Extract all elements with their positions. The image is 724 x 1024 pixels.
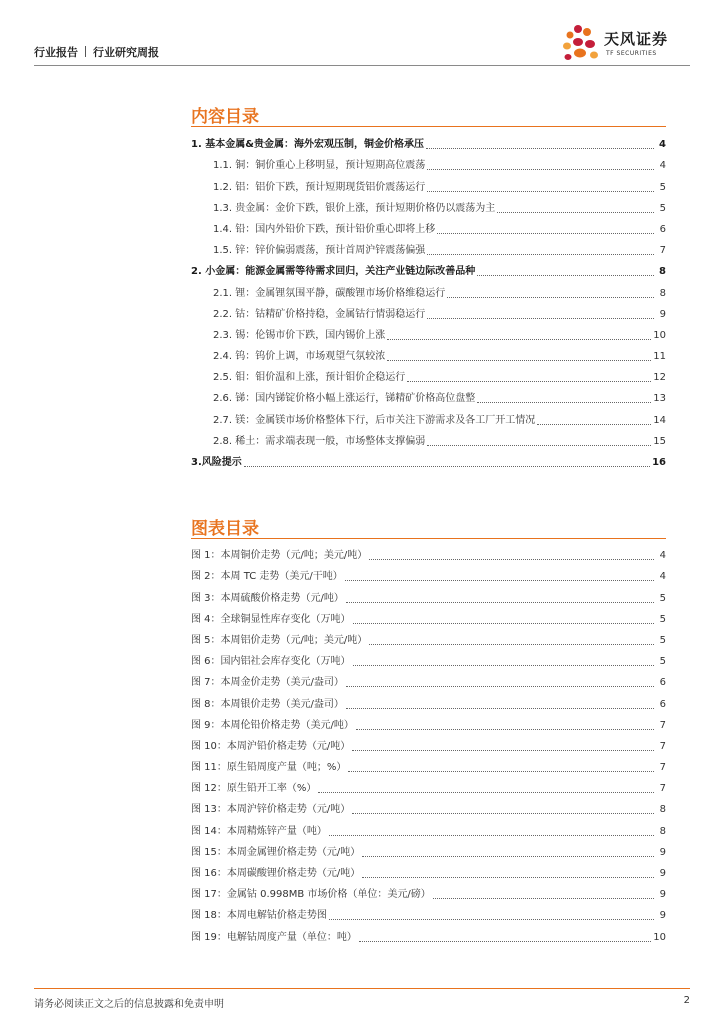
figure-entry-title: 图 3：本周硫酸价格走势（元/吨） [191, 592, 344, 604]
figure-entry-page: 6 [659, 677, 666, 689]
dot-leader [353, 665, 654, 666]
figure-entry-title: 图 19：电解钴周度产量（单位：吨） [191, 931, 357, 943]
toc-subsection-entry[interactable] [191, 384, 666, 405]
dot-leader [537, 424, 651, 425]
toc-entry-title: 2.8. 稀土：需求端表现一般，市场整体支撑偏弱 [213, 435, 426, 447]
toc-entry-title: 2.2. 钴：钴精矿价格持稳，金属钴行情弱稳运行 [213, 308, 426, 320]
toc-entry-page: 6 [659, 223, 666, 235]
figure-entry-page: 9 [659, 868, 666, 879]
dot-leader [407, 381, 651, 382]
figure-list-entry[interactable] [191, 541, 666, 562]
figure-list-entry[interactable] [191, 605, 666, 626]
dot-leader [427, 445, 651, 446]
dot-leader [362, 856, 654, 857]
dot-leader [447, 297, 654, 298]
dot-leader [497, 212, 654, 213]
page-number: 2 [683, 995, 690, 1006]
dot-leader [427, 191, 654, 192]
toc-entry-title: 3.风险提示 [191, 457, 242, 468]
toc-entry-page: 5 [659, 202, 666, 214]
report-type-label: 行业报告 [34, 46, 78, 59]
toc-subsection-entry[interactable] [191, 342, 666, 363]
toc-entry-title: 1.2. 铝：铝价下跌，预计短期现货铝价震荡运行 [213, 181, 426, 193]
toc-entry-page: 14 [653, 414, 666, 426]
toc-entry-page: 8 [659, 287, 666, 299]
figure-entry-page: 8 [659, 825, 666, 837]
figure-entry-title: 图 15：本周金属锂价格走势（元/吨） [191, 846, 361, 858]
dot-leader [352, 750, 654, 751]
toc-entry-page: 8 [659, 266, 666, 278]
dot-leader [346, 708, 654, 709]
toc-entry-title: 2.7. 镁：金属镁市场价格整体下行，后市关注下游需求及各工厂开工情况 [213, 414, 536, 426]
toc-subsection-entry[interactable] [191, 427, 666, 448]
toc-entry-title: 2.1. 锂：金属锂氛围平静，碳酸锂市场价格维稳运行 [213, 287, 446, 299]
dot-leader [353, 623, 654, 624]
toc-entry-title: 2.5. 钼：钼价温和上涨，预计钼价企稳运行 [213, 372, 406, 384]
contents-title-rule [191, 126, 666, 127]
dot-leader [244, 466, 650, 467]
toc-entry-title: 2.6. 锑：国内锑锭价格小幅上涨运行，锑精矿价格高位盘整 [213, 393, 476, 405]
toc-entry-page: 4 [659, 139, 666, 151]
dot-leader [362, 877, 654, 878]
toc-subsection-entry[interactable] [191, 172, 666, 193]
toc-entry-page: 12 [653, 372, 666, 384]
dot-leader [318, 792, 654, 793]
figure-list-entry[interactable] [191, 732, 666, 753]
report-subtype-label: 行业研究周报 [93, 46, 159, 59]
logo-mark-icon [558, 22, 602, 62]
toc-section-entry[interactable] [191, 257, 666, 278]
page-header [34, 20, 690, 66]
figure-list-entry[interactable] [191, 583, 666, 604]
figure-entry-title: 图 9：本周伦铅价格走势（美元/吨） [191, 719, 354, 731]
dot-leader [369, 559, 654, 560]
toc-entry-page: 13 [653, 393, 666, 405]
page-footer [34, 988, 690, 1010]
toc-subsection-entry[interactable] [191, 215, 666, 236]
dot-leader [346, 602, 654, 603]
figure-entry-page: 10 [653, 931, 666, 943]
toc-entry-page: 15 [653, 435, 666, 447]
toc-entry-page: 16 [652, 457, 666, 468]
figure-list-entry[interactable] [191, 647, 666, 668]
figure-entry-page: 9 [659, 910, 666, 922]
dot-leader [477, 275, 654, 276]
figure-list-entry[interactable] [191, 562, 666, 583]
toc-subsection-entry[interactable] [191, 405, 666, 426]
figure-entry-title: 图 7：本周金价走势（美元/盎司） [191, 677, 344, 689]
figure-list-entry[interactable] [191, 816, 666, 837]
figure-list-entry[interactable] [191, 753, 666, 774]
figure-list-entry[interactable] [191, 880, 666, 901]
figure-entry-title: 图 12：原生铅开工率（%） [191, 783, 317, 795]
dot-leader [477, 402, 651, 403]
figure-list-entry[interactable] [191, 901, 666, 922]
toc-entry-title: 2.4. 钨：钨价上调，市场观望气氛较浓 [213, 351, 386, 363]
dot-leader [369, 644, 654, 645]
figure-entry-page: 7 [659, 740, 666, 752]
toc-subsection-entry[interactable] [191, 236, 666, 257]
figure-list-entry[interactable] [191, 859, 666, 880]
figure-entry-page: 5 [659, 613, 666, 625]
figure-list-entry[interactable] [191, 795, 666, 816]
figure-entry-page: 4 [659, 550, 666, 562]
figure-entry-page: 6 [659, 698, 666, 710]
toc-entry-title: 1.3. 贵金属：金价下跌，银价上涨，预计短期价格仍以震荡为主 [213, 202, 496, 214]
dot-leader [348, 771, 654, 772]
figure-entry-page: 7 [659, 762, 666, 774]
toc-entry-page: 5 [659, 181, 666, 193]
toc-entry-page: 7 [659, 245, 666, 257]
contents-list [191, 130, 666, 469]
figure-list-entry[interactable] [191, 689, 666, 710]
figures-title: 图表目录 [191, 519, 259, 539]
toc-subsection-entry[interactable] [191, 321, 666, 342]
figure-entry-title: 图 16：本周碳酸锂价格走势（元/吨） [191, 868, 361, 879]
figures-title-rule [191, 538, 666, 539]
toc-entry-title: 2. 小金属：能源金属需等待需求回归，关注产业链边际改善品种 [191, 266, 476, 278]
figures-list [191, 541, 666, 944]
figure-entry-title: 图 10：本周沪铅价格走势（元/吨） [191, 740, 351, 752]
figure-entry-title: 图 11：原生铅周度产量（吨；%） [191, 762, 347, 774]
logo-english-name: TF SECURITIES [606, 50, 657, 57]
dot-leader [427, 318, 654, 319]
dot-leader [329, 835, 654, 836]
figure-list-entry[interactable] [191, 626, 666, 647]
figure-entry-title: 图 18：本周电解钴价格走势图 [191, 910, 327, 922]
disclaimer-notice: 请务必阅读正文之后的信息披露和免责申明 [34, 999, 224, 1010]
dot-leader [352, 813, 654, 814]
dot-leader [359, 941, 651, 942]
report-category [34, 44, 159, 60]
figure-entry-title: 图 5：本周铝价走势（元/吨；美元/吨） [191, 634, 368, 646]
figure-entry-page: 7 [659, 719, 666, 731]
figure-entry-title: 图 6：国内铝社会库存变化（万吨） [191, 656, 351, 668]
figure-entry-page: 9 [659, 846, 666, 858]
dot-leader [427, 254, 654, 255]
toc-entry-page: 9 [659, 308, 666, 320]
dot-leader [433, 898, 654, 899]
dot-leader [437, 233, 654, 234]
logo-chinese-name: 天风证券 [604, 30, 669, 48]
figure-entry-page: 5 [659, 656, 666, 668]
toc-subsection-entry[interactable] [191, 300, 666, 321]
figure-entry-page: 7 [659, 783, 666, 795]
toc-subsection-entry[interactable] [191, 363, 666, 384]
figure-list-entry[interactable] [191, 922, 666, 943]
toc-entry-title: 1.1. 铜：铜价重心上移明显，预计短期高位震荡 [213, 160, 426, 172]
toc-entry-page: 11 [653, 351, 666, 363]
dot-leader [345, 580, 654, 581]
toc-section-entry[interactable] [191, 130, 666, 151]
header-divider [85, 46, 86, 57]
figure-entry-page: 5 [659, 592, 666, 604]
figure-entry-title: 图 1：本周铜价走势（元/吨；美元/吨） [191, 550, 368, 562]
dot-leader [426, 148, 654, 149]
figure-entry-title: 图 13：本周沪锌价格走势（元/吨） [191, 804, 351, 816]
toc-entry-title: 1. 基本金属&贵金属：海外宏观压制，铜金价格承压 [191, 139, 424, 151]
figure-entry-title: 图 14：本周精炼锌产量（吨） [191, 825, 327, 837]
toc-subsection-entry[interactable] [191, 278, 666, 299]
toc-entry-page: 4 [659, 160, 666, 172]
company-logo [558, 22, 688, 62]
toc-entry-page: 10 [653, 329, 666, 341]
toc-subsection-entry[interactable] [191, 194, 666, 215]
figure-entry-page: 5 [659, 634, 666, 646]
toc-entry-title: 1.4. 铅：国内外铅价下跌，预计铅价重心即将上移 [213, 223, 436, 235]
dot-leader [387, 360, 651, 361]
toc-entry-title: 1.5. 锌：锌价偏弱震荡，预计首周沪锌震荡偏强 [213, 245, 426, 257]
toc-subsection-entry[interactable] [191, 151, 666, 172]
figure-list-entry[interactable] [191, 838, 666, 859]
toc-section-entry[interactable] [191, 448, 666, 469]
figure-entry-page: 9 [659, 889, 666, 901]
figure-entry-title: 图 2：本周 TC 走势（美元/干吨） [191, 571, 343, 583]
figure-entry-page: 4 [659, 571, 666, 583]
figure-entry-page: 8 [659, 804, 666, 816]
figure-list-entry[interactable] [191, 774, 666, 795]
dot-leader [329, 919, 654, 920]
figure-entry-title: 图 8：本周银价走势（美元/盎司） [191, 698, 344, 710]
figure-entry-title: 图 4：全球铜显性库存变化（万吨） [191, 613, 351, 625]
figure-list-entry[interactable] [191, 668, 666, 689]
figure-list-entry[interactable] [191, 711, 666, 732]
dot-leader [427, 169, 654, 170]
dot-leader [387, 339, 651, 340]
figure-entry-title: 图 17：金属钴 0.998MB 市场价格（单位：美元/磅） [191, 889, 431, 901]
dot-leader [346, 686, 654, 687]
dot-leader [356, 729, 654, 730]
toc-entry-title: 2.3. 锡：伦锡市价下跌，国内锡价上涨 [213, 329, 386, 341]
contents-title: 内容目录 [191, 107, 259, 127]
